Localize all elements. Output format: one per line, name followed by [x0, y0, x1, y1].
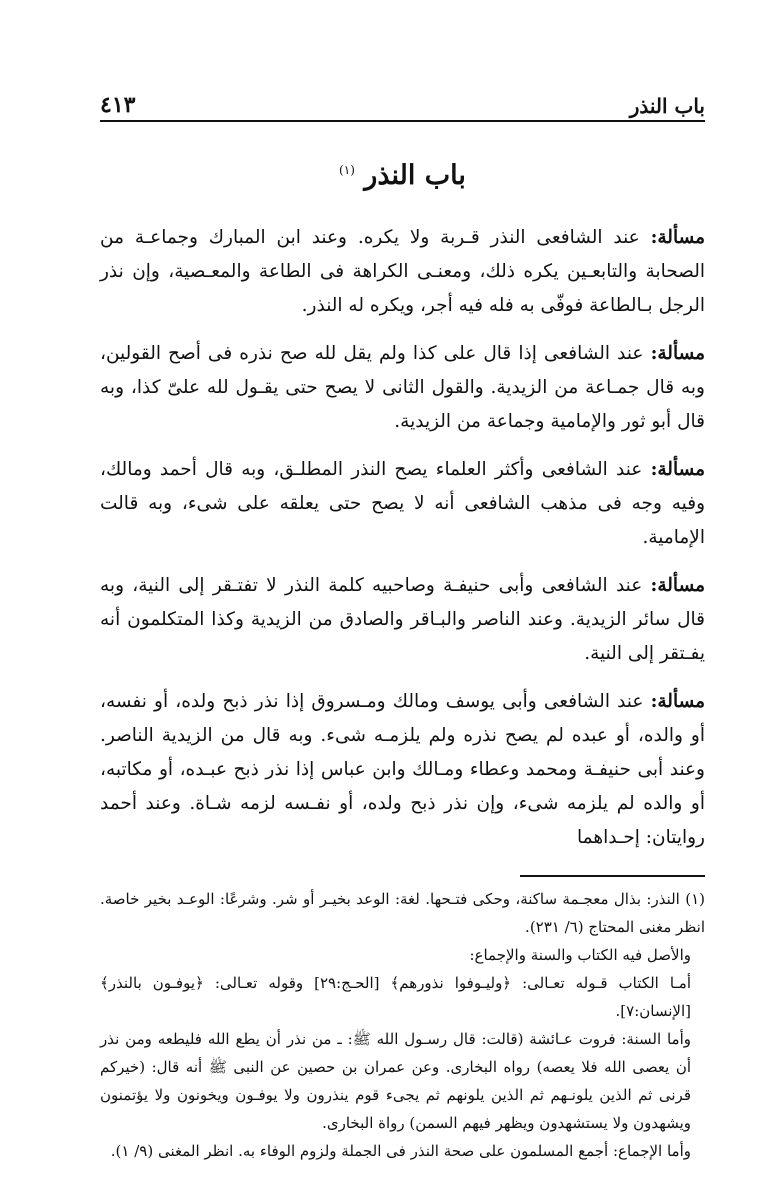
- title-footnote-ref: (١): [339, 163, 355, 177]
- issue-text: عند الشافعى وأبى يوسف ومالك ومـسروق إذا نذر ذبح ولده، أو نفسه، أو والده، أو عبده لم يصح نذره ولم يلزمـه شىء. وبه قال من الزيدية الناصر. وعند أبى حنيفـة ومحمد وعطاء ومـالك وابن عباس إذا نذر ذبح عبـده، أو مكاتبه، أو والده لم يلزمه شىء، وإن نذر ذبح ولده، أو نفـسه لزمه شـاة. وعند أحمد روايتان: إحـداهما: [100, 691, 705, 848]
- issue-paragraph: [100, 453, 705, 555]
- issue-label: مسألة:: [650, 575, 705, 596]
- running-header: [100, 80, 705, 118]
- issue-label: مسألة:: [650, 343, 705, 364]
- footnote-line: أمـا الكتاب قـوله تعـالى: ﴿وليـوفوا نذورهم﴾ [الحـج:٢٩] وقوله تعـالى: ﴿يوفـون بالنذر﴾ [الإنسان:٧].: [100, 974, 691, 1020]
- issue-label: مسألة:: [650, 227, 705, 248]
- issue-text: عند الشافعى وأبى حنيفـة وصاحبيه كلمة النذر لا تفتـقر إلى النية، وبه قال سائر الزيدية. وعند الناصر والبـاقر والصادق من الزيدية وكذا المتكلمون أنه يفـتقر إلى النية.: [100, 575, 705, 664]
- footnote-separator: [520, 875, 705, 877]
- running-chapter-name: باب النذر: [629, 94, 705, 118]
- footnote-line: وأما السنة: فروت عـائشة (قالت: قال رسـول الله ﷺ: ـ من نذر أن يطع الله فليطعه ومن نذر أن يعصى الله فلا يعصه) رواه البخارى. وعن عمران بن حصين عن النبى ﷺ أنه قال: (خيركم قرنى ثم الذين يلونـهم ثم الذين يلونهم ثم يجىء قوم ينذرون ولا يوفـون ويخونون ولا يؤتمنون ويشهدون ولا يستشهدون ويظهر فيهم السمن) رواة البخارى.: [100, 1030, 691, 1132]
- chapter-title-text: باب النذر: [364, 160, 466, 191]
- issue-paragraph: [100, 685, 705, 855]
- issue-label: مسألة:: [650, 691, 705, 712]
- footnotes: [100, 885, 705, 1165]
- issue-text: عند الشافعى النذر قـربة ولا يكره. وعند ابن المبارك وجماعـة من الصحابة والتابعـين يكره ذلك، ومعنـى الكراهة فى الطاعة والمعـصية، وإن نذر الرجل بـالطاعة فوفّى به فله فيه أجر، ويكره له النذر.: [100, 227, 705, 316]
- issue-paragraph: [100, 569, 705, 671]
- footnote-line: والأصل فيه الكتاب والسنة والإجماع:: [469, 946, 691, 964]
- header-rule: [100, 120, 705, 122]
- issue-text: عند الشافعى إذا قال على كذا ولم يقل لله صح نذره فى أصح القولين، وبه قال جمـاعة من الزيدية. والقول الثانى لا يصح حتى يقـول لله علىّ كذا، وبه قال أبو ثور والإمامية وجماعة من الزيدية.: [100, 343, 705, 432]
- footnote-line: (١) النذر: بذال معجـمة ساكنة، وحكى فتـحها. لغة: الوعد بخيـر أو شر. وشرعًا: الوعـد بخير خاصة. انظر مغنى المحتاج (٦/ ٢٣١).: [100, 890, 705, 936]
- issue-paragraph: [100, 221, 705, 323]
- issue-label: مسألة:: [650, 459, 705, 480]
- footnote-line: وأما الإجماع: أجمع المسلمون على صحة النذر فى الجملة ولزوم الوفاء به. انظر المغنى (٩/ ١).: [110, 1142, 691, 1160]
- issue-text: عند الشافعى وأكثر العلماء يصح النذر المطلـق، وبه قال أحمد ومالك، وفيه وجه فى مذهب الشافعى أنه لا يصح حتى يعلقه على شىء، وبه قالت الإمامية.: [100, 459, 705, 548]
- page-number: ٤١٣: [100, 92, 136, 118]
- book-page: [100, 80, 705, 1165]
- issue-paragraph: [100, 337, 705, 439]
- chapter-title: [100, 160, 705, 191]
